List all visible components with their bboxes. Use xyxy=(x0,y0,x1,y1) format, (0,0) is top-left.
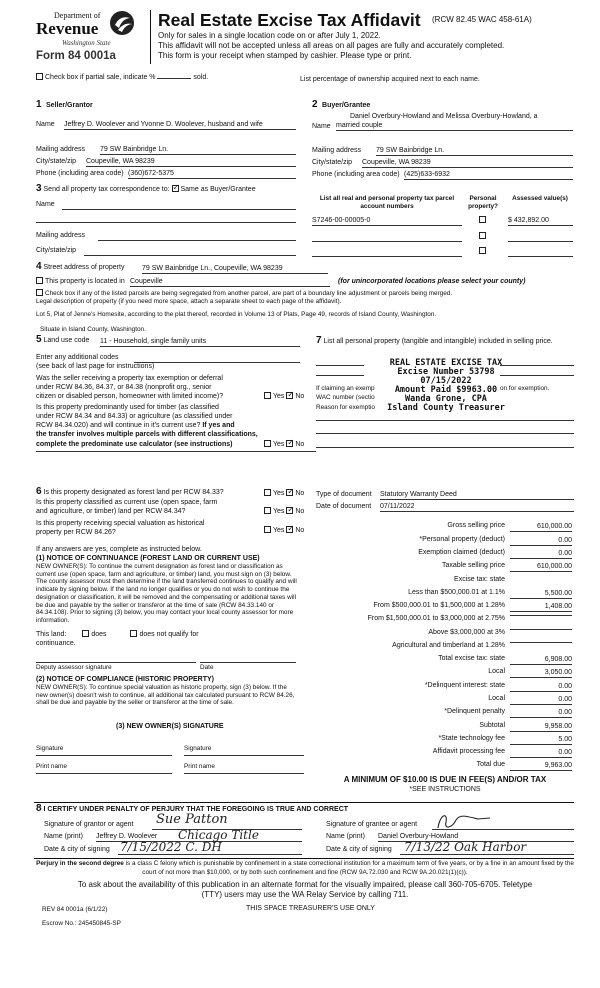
grantor-name-field[interactable]: Jeffrey D. Woolever xyxy=(96,832,302,842)
exemption-question-3: citizen or disabled person, homeowner with limited income)? xyxy=(36,393,224,400)
grantor-date-field[interactable] xyxy=(118,854,302,855)
minimum-due-note: A MINIMUM OF $10.00 IS DUE IN FEE(S) AND/OR TAX xyxy=(343,775,547,784)
calc-value[interactable]: 610,000.00 xyxy=(510,522,572,532)
grantor-date-handwritten: 7/15/2022 C. DH xyxy=(120,840,222,854)
calc-value[interactable] xyxy=(510,629,572,630)
timber-no-checkbox[interactable] xyxy=(286,440,293,447)
buyer-phone-field[interactable]: (425)633-6932 xyxy=(404,170,573,180)
correspondence-text: Send all property tax correspondence to: xyxy=(43,186,170,193)
buyer-heading xyxy=(312,94,370,112)
land-use-label: Land use code xyxy=(43,337,90,344)
additional-codes-label: Enter any additional codes xyxy=(36,354,119,361)
grantor-date-label: Date & city of signing xyxy=(44,846,110,853)
calc-value[interactable] xyxy=(510,615,572,616)
new-owner-print-2[interactable] xyxy=(184,773,304,774)
wac-number-label: WAC number (sectio xyxy=(316,394,375,401)
seller-number: 1 xyxy=(36,99,42,110)
timber-question-1: Is this property predominantly used for timber (as classified xyxy=(36,404,219,411)
stamp-line-3: 07/15/2022 xyxy=(420,376,472,386)
seller-phone-field[interactable]: (360)672-5375 xyxy=(128,169,296,179)
timber-question-5: complete the predominate use calculator (see instructions) xyxy=(36,441,233,448)
additional-codes-note: (see back of last page for instructions) xyxy=(36,363,155,370)
timber-question-3: RCW 84.34.020) and will continue in it's current use? If yes and xyxy=(36,422,235,429)
calc-label: *Personal property (deduct) xyxy=(419,536,505,543)
new-owner-heading: (3) NEW OWNER(S) SIGNATURE xyxy=(116,723,224,730)
partial-sale-row xyxy=(36,73,208,82)
continuance-label: continuance. xyxy=(36,640,76,647)
corr-city-label: City/state/zip xyxy=(36,247,77,254)
grantee-date-field[interactable] xyxy=(400,854,574,855)
calc-label: Above $3,000,000 at 3% xyxy=(428,629,505,636)
claim-exemption-after: on for exemption. xyxy=(500,385,550,392)
same-as-buyer-label: Same as Buyer/Grantee xyxy=(180,186,256,193)
personal-property-checkbox-3[interactable] xyxy=(479,247,486,254)
dept-revenue: Revenue xyxy=(36,19,99,38)
street-row xyxy=(36,262,124,272)
does-not-checkbox[interactable] xyxy=(130,630,137,637)
stamp-line-4: Amount Paid $9963.00 xyxy=(394,385,498,395)
calc-label: Local xyxy=(488,668,505,675)
form-rcw: (RCW 82.45 WAC 458-61A) xyxy=(432,15,532,24)
calc-value[interactable]: 5,500.00 xyxy=(510,589,572,599)
buyer-city-label: City/state/zip xyxy=(312,159,353,166)
historic-question-1: Is this property receiving special valuation as historical xyxy=(36,520,205,527)
street-label: Street address of property xyxy=(43,264,125,271)
calc-value[interactable]: 0.00 xyxy=(510,748,572,758)
deputy-date-label: Date xyxy=(200,664,214,671)
grantee-date-label: Date & city of signing xyxy=(326,846,392,853)
calc-value[interactable]: 0.00 xyxy=(510,682,572,692)
document-date-field[interactable]: 07/11/2022 xyxy=(380,502,574,512)
corr-city-field[interactable] xyxy=(84,255,296,256)
assessed-value-2[interactable] xyxy=(508,241,573,242)
deputy-date-field[interactable] xyxy=(200,662,296,663)
historic-heading: (2) NOTICE OF COMPLIANCE (HISTORIC PROPERTY) xyxy=(36,676,214,683)
exemption-no-checkbox[interactable] xyxy=(286,392,293,399)
new-owner-signature-1[interactable] xyxy=(36,755,172,756)
grantee-name-field[interactable]: Daniel Overbury-Howland xyxy=(378,832,574,842)
stamp-line-6: Island County Treasurer xyxy=(387,403,505,413)
forest-question: 6 Is this property designated as forest land per RCW 84.33? xyxy=(36,486,224,497)
correspondence-row xyxy=(36,184,256,194)
dept-state: Washington State xyxy=(62,39,111,47)
located-field[interactable]: Coupeville xyxy=(130,277,330,287)
buyer-name-line1: Daniel Overbury-Howland and Melissa Overbury-Howland, a xyxy=(350,113,538,120)
buyer-city-field[interactable]: Coupeville, WA 98239 xyxy=(362,158,573,168)
parcel-col-header: List all real and personal property tax parcel account numbers xyxy=(319,195,455,210)
forest-yes-checkbox[interactable] xyxy=(264,489,271,496)
correspondence-number: 3 xyxy=(36,183,42,194)
personal-property-checkbox-2[interactable] xyxy=(479,232,486,239)
parcel-number-1[interactable]: S7246-00-00005-0 xyxy=(312,216,462,226)
document-date-label: Date of document xyxy=(316,503,372,510)
calc-value[interactable]: 0.00 xyxy=(510,549,572,559)
corr-name-field[interactable] xyxy=(62,209,296,210)
exemption-yes-no: Yes ✓ No xyxy=(264,392,304,401)
assessed-value-1[interactable]: $ 432,892.00 xyxy=(508,216,573,226)
calc-value[interactable]: 6,908.00 xyxy=(510,655,572,665)
seller-mailing-label: Mailing address xyxy=(36,146,86,153)
personal-property-checkbox-1[interactable] xyxy=(479,216,486,223)
document-type-label: Type of document xyxy=(316,491,372,498)
current-use-no-checkbox[interactable] xyxy=(286,507,293,514)
calc-label: *Delinquent penalty xyxy=(444,708,505,715)
deputy-signature-field[interactable] xyxy=(36,662,196,663)
grantee-signature-label: Signature of grantee or agent xyxy=(326,821,418,828)
current-use-question-2: and agriculture, or timber) land per RCW 84.34? xyxy=(36,508,186,515)
seller-city-field[interactable]: Coupeville, WA 98239 xyxy=(86,157,296,167)
segregated-checkbox[interactable] xyxy=(36,289,43,296)
accessibility-note-2: (TTY) users may use the WA Relay Service by calling 711. xyxy=(201,890,409,899)
certify-heading: 8 I CERTIFY UNDER PENALTY OF PERJURY THAT THE FOREGOING IS TRUE AND CORRECT xyxy=(36,803,349,814)
partial-sale-percent-field[interactable] xyxy=(157,78,191,79)
this-land-row: This land: does does not qualify for xyxy=(36,631,199,638)
buyer-name-field[interactable]: married couple xyxy=(336,121,573,131)
section6-instructions: If any answers are yes, complete as instructed below. xyxy=(36,546,202,553)
unincorporated-note: (for unincorporated locations please select your county) xyxy=(338,278,526,285)
calc-label: From $1,500,000.01 to $3,000,000 at 2.75% xyxy=(367,615,505,622)
timber-question-2: under RCW 84.34 and 84.33) or agriculture (as classified under xyxy=(36,413,233,420)
stamp-line-2: Excise Number 53798 xyxy=(397,367,495,377)
grantor-company-handwritten: Chicago Title xyxy=(178,828,259,842)
buyer-number: 2 xyxy=(312,99,318,110)
print-name-label-1: Print name xyxy=(36,763,67,770)
partial-sale-sold: sold. xyxy=(193,74,209,81)
historic-yes-checkbox[interactable] xyxy=(264,526,271,533)
personal-property-row: 7 List all personal property (tangible and intangible) included in selling price. xyxy=(316,335,553,346)
calc-value[interactable]: 0.00 xyxy=(510,536,572,546)
current-use-yes-no: Yes ✓ No xyxy=(264,507,304,516)
header-note-2: This affidavit will not be accepted unless all areas on all pages are fully and accurately completed. xyxy=(158,41,505,50)
seller-mailing-field[interactable]: 79 SW Bainbridge Ln. xyxy=(100,145,296,155)
located-checkbox[interactable] xyxy=(36,277,43,284)
calc-value[interactable]: 9,958.00 xyxy=(510,722,572,732)
calc-value[interactable] xyxy=(510,642,572,643)
land-use-row xyxy=(36,335,89,345)
grantee-signature xyxy=(434,810,494,832)
calc-value[interactable]: 9,963.00 xyxy=(510,761,572,771)
parcel-number-2[interactable] xyxy=(312,241,462,242)
accessibility-note-1: To ask about the availability of this publication in an alternate format for the visually impaired, please call 360-705-6705. Teletype xyxy=(77,880,533,889)
grantor-name-label: Name (print) xyxy=(44,833,83,840)
continuance-text: NEW OWNER(S): To continue the current designation as forest land or classification as current use (open space, farm and agriculture, or timber) land, you must sign on (3) below. The county assessor must then determine if the land transferred continues to qualify and will indicate by signing below. If the land no longer qualifies or you do not wish to continue the designation or classification, it will be removed and the compensating or additional taxes will be due and payable by the seller or transferor at the time of sale (RCW 84.33.140 or 84.34.108). Prior to signing (3) below, you may contact your local county assessor for more information. xyxy=(36,563,297,624)
grantor-signature-label: Signature of grantor or agent xyxy=(44,821,134,828)
does-checkbox[interactable] xyxy=(82,630,89,637)
perjury-notice: Perjury in the second degree is a class C felony which is punishable by confinement in a state correctional institution for a maximum term of five years, or by a fine in an amount fixed by the court of not more than $10,000, or by both such confinement and fine (RCW 9A.72.030 and RCW 9A.20.021(1)(c)). xyxy=(36,860,574,876)
calc-label: Gross selling price xyxy=(447,522,505,529)
grantee-date-handwritten: 7/13/22 Oak Harbor xyxy=(404,840,527,854)
seller-phone-label: Phone (including area code) xyxy=(36,170,124,177)
seller-name-label: Name xyxy=(36,121,55,128)
legal-label: Legal description of property (if you need more space, attach a separate sheet to each page of the affidavit). xyxy=(36,298,342,305)
revision-number: REV 84 0001a (6/1/22) xyxy=(42,906,108,913)
grantor-signature: Sue Patton xyxy=(156,812,228,827)
ownership-note: List percentage of ownership acquired next to each name. xyxy=(300,76,480,83)
calc-value[interactable]: 0.00 xyxy=(510,695,572,705)
land-use-number: 5 xyxy=(36,334,42,345)
treasurer-use-label: THIS SPACE TREASURER'S USE ONLY xyxy=(246,905,375,912)
segregated-note: Check box if any of the listed parcels are being segregated from another parcel, are part of a boundary line adjustment or parcels being merged. xyxy=(45,290,453,297)
signature-label-1: Signature xyxy=(36,745,64,752)
located-label: This property is located in xyxy=(36,277,125,286)
calc-label: Less than $500,000.01 at 1.1% xyxy=(408,589,505,596)
calc-label: Total due xyxy=(476,761,505,768)
calc-label: Affidavit processing fee xyxy=(432,748,505,755)
historic-no-checkbox[interactable] xyxy=(286,526,293,533)
calc-label: Local xyxy=(488,695,505,702)
legal-description-1: Lot 5, Plat of Jenne's Homesite, according to the plat thereof, recorded in Volume 13 of Plats, Page 49, records of Island County, Washington. xyxy=(36,311,437,318)
see-instructions-note: *SEE INSTRUCTIONS xyxy=(409,786,481,793)
form-number: Form 84 0001a xyxy=(36,50,116,62)
claim-exemption-label: If claiming an exemp xyxy=(316,385,375,392)
corr-name-label: Name xyxy=(36,201,55,208)
header-note-1: Only for sales in a single location code on or after July 1, 2022. xyxy=(158,31,381,40)
form-title: Real Estate Excise Tax Affidavit xyxy=(158,10,421,30)
dept-line1: Department of xyxy=(54,11,101,20)
new-owner-print-1[interactable] xyxy=(36,773,172,774)
historic-yes-no: Yes ✓ No xyxy=(264,526,304,535)
calc-label: Excise tax: state xyxy=(454,576,505,583)
buyer-phone-label: Phone (including area code) xyxy=(312,171,400,178)
same-as-buyer-checkbox[interactable] xyxy=(172,185,179,192)
seller-name-field[interactable]: Jeffrey D. Woolever and Yvonne D. Woolever, husband and wife xyxy=(64,120,296,130)
forest-yes-no: Yes ✓ No xyxy=(264,489,304,498)
partial-sale-label: Check box if partial sale, indicate % xyxy=(45,74,156,81)
timber-yes-no: Yes ✓ No xyxy=(264,440,304,449)
corr-mailing-label: Mailing address xyxy=(36,232,86,239)
additional-codes-field[interactable] xyxy=(134,362,300,363)
seller-city-label: City/state/zip xyxy=(36,158,77,165)
document-type-field[interactable]: Statutory Warranty Deed xyxy=(380,490,574,500)
personal-col-header: Personal property? xyxy=(468,195,498,210)
partial-sale-checkbox[interactable] xyxy=(36,73,43,80)
calc-value[interactable]: 3,050.00 xyxy=(510,668,572,678)
exemption-question-1: Was the seller receiving a property tax exemption or deferral xyxy=(36,375,223,382)
stamp-line-5: Wanda Grone, CPA xyxy=(405,394,487,404)
current-use-yes-checkbox[interactable] xyxy=(264,507,271,514)
seller-title: Seller/Grantor xyxy=(46,102,93,109)
calc-label: Exemption claimed (deduct) xyxy=(418,549,505,556)
calc-label: Subtotal xyxy=(479,722,505,729)
continuance-heading: (1) NOTICE OF CONTINUANCE (FOREST LAND OR CURRENT USE) xyxy=(36,555,260,562)
calc-value[interactable]: 610,000.00 xyxy=(510,562,572,572)
grantee-name-label: Name (print) xyxy=(326,833,365,840)
street-address-field[interactable]: 79 SW Bainbridge Ln., Coupeville, WA 98239 xyxy=(142,264,328,274)
calc-label: Total excise tax: state xyxy=(438,655,505,662)
calc-label: *State technology fee xyxy=(438,735,505,742)
print-name-label-2: Print name xyxy=(184,763,215,770)
current-use-question-1: Is this property classified as current use (open space, farm xyxy=(36,499,218,506)
calc-label: *Delinquent interest: state xyxy=(424,682,505,689)
exemption-question-2: under RCW 84.36, 84.37, or 84.38 (nonprofit org., senior xyxy=(36,384,212,391)
property-number: 4 xyxy=(36,261,42,272)
parcel-number-3[interactable] xyxy=(312,256,462,257)
timber-yes-checkbox[interactable] xyxy=(264,440,271,447)
historic-text: NEW OWNER(S): To continue special valuation as historic property, sign (3) below. If the new owner(s) doesn't wish to continue, all additional tax calculated pursuant to RCW 84.26, shall be due and payable by the seller or transferor at the time of sale. xyxy=(36,684,295,707)
calc-label: Agricultural and timberland at 1.28% xyxy=(392,642,505,649)
exemption-yes-checkbox[interactable] xyxy=(264,392,271,399)
segregated-row xyxy=(36,289,452,298)
calc-label: From $500,000.01 to $1,500,000 at 1.28% xyxy=(373,602,505,609)
legal-description-2: Situate in Island County, Washington. xyxy=(40,326,146,333)
assessed-col-header: Assessed value(s) xyxy=(512,195,568,202)
calc-value[interactable]: 0.00 xyxy=(510,708,572,718)
buyer-title: Buyer/Grantee xyxy=(322,102,371,109)
escrow-number: Escrow No.: 245450845-SP xyxy=(42,920,121,927)
forest-no-checkbox[interactable] xyxy=(286,489,293,496)
buyer-mailing-label: Mailing address xyxy=(312,147,362,154)
stamp-line-1: REAL ESTATE EXCISE TAX xyxy=(389,358,503,368)
calc-label: Taxable selling price xyxy=(441,562,505,569)
deputy-label: Deputy assessor signature xyxy=(36,664,112,671)
signature-label-2: Signature xyxy=(184,745,212,752)
seller-heading xyxy=(36,94,93,112)
calc-value[interactable]: 5.00 xyxy=(510,735,572,745)
land-use-field[interactable]: 11 - Household, single family units xyxy=(100,337,300,347)
calc-value[interactable]: 1,408.00 xyxy=(510,602,572,612)
buyer-mailing-field[interactable]: 79 SW Bainbridge Ln. xyxy=(376,146,573,156)
timber-question-4: the transfer involves multiple parcels with different classifications, xyxy=(36,431,258,438)
new-owner-signature-2[interactable] xyxy=(184,755,304,756)
buyer-name-label: Name xyxy=(312,123,331,130)
corr-mailing-field[interactable] xyxy=(98,240,296,241)
historic-question-2: property per RCW 84.26? xyxy=(36,529,116,536)
header-note-3: This form is your receipt when stamped by cashier. Please type or print. xyxy=(158,51,412,60)
revenue-swoosh-icon xyxy=(108,9,136,37)
exemption-reason-label: Reason for exemptio xyxy=(316,404,375,411)
assessed-value-3[interactable] xyxy=(508,256,573,257)
